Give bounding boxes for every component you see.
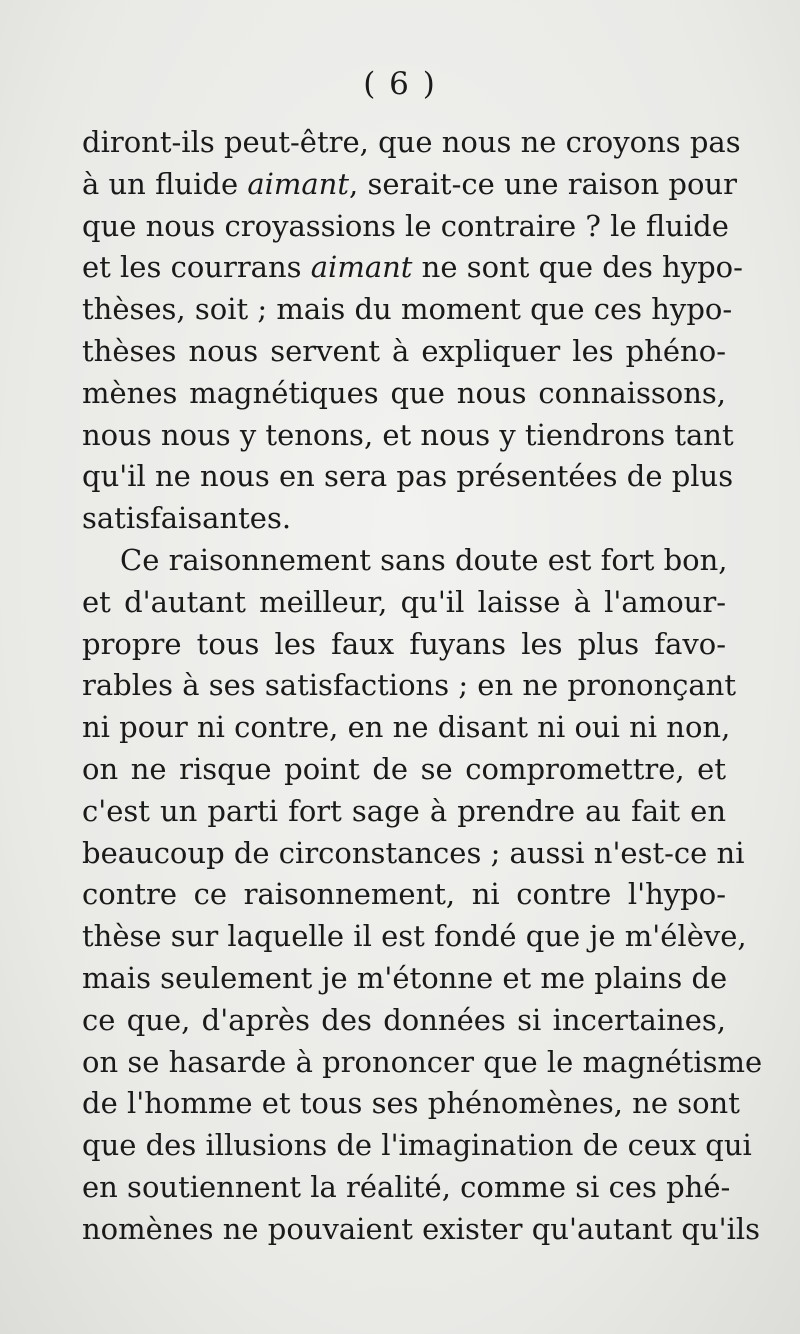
italic-word: aimant (247, 166, 350, 201)
text-line: qu'il ne nous en sera pas présentées de plus (82, 459, 734, 494)
text-line: Ce raisonnement sans doute est fort bon, (120, 542, 728, 577)
text-line: mènes magnétiques que nous connaissons, (82, 375, 726, 410)
text-line: beaucoup de circonstances ; aussi n'est-ce ni (82, 835, 745, 870)
text-line: et d'autant meilleur, qu'il laisse à l'amour- (82, 584, 726, 619)
text-segment: et les courrans (82, 250, 311, 285)
text-line: que des illusions de l'imagination de ceux qui (82, 1128, 752, 1163)
text-line: ce que, d'après des données si incertaines, (82, 1002, 726, 1037)
body-text (82, 122, 763, 1251)
text-line (82, 247, 743, 289)
text-line: nomènes ne pouvaient exister qu'autant qu'ils (82, 1211, 761, 1246)
italic-word: aimant (310, 250, 413, 285)
text-line: ni pour ni contre, en ne disant ni oui ni non, (82, 710, 731, 745)
text-line: satisfaisantes. (82, 501, 292, 536)
text-line: on se hasarde à prononcer que le magnétisme (82, 1044, 763, 1079)
text-line: thèse sur laquelle il est fondé que je m'élève, (82, 919, 747, 954)
text-line: on ne risque point de se compromettre, et (82, 751, 726, 786)
text-line: c'est un parti fort sage à prendre au fait en (82, 793, 726, 828)
text-line: de l'homme et tous ses phénomènes, ne sont (82, 1086, 740, 1121)
text-line: nous nous y tenons, et nous y tiendrons tant (82, 417, 734, 452)
text-line: en soutiennent la réalité, comme si ces phé- (82, 1169, 731, 1204)
text-line: mais seulement je m'étonne et me plains de (82, 960, 728, 995)
text-line: thèses, soit ; mais du moment que ces hypo- (82, 292, 733, 327)
text-segment: , serait-ce une raison pour (349, 166, 737, 201)
page-number: ( 6 ) (363, 66, 437, 102)
text-line: rables à ses satisfactions ; en ne prononçant (82, 668, 736, 703)
text-line: thèses nous servent à expliquer les phéno- (82, 333, 726, 368)
text-line: que nous croyassions le contraire ? le fluide (82, 208, 729, 243)
text-segment: à un fluide (82, 166, 248, 201)
text-line: propre tous les faux fuyans les plus favo- (82, 626, 726, 661)
text-line: contre ce raisonnement, ni contre l'hypo- (82, 877, 726, 912)
text-line: diront-ils peut-être, que nous ne croyons pas (82, 125, 741, 159)
text-segment: ne sont que des hypo- (412, 250, 743, 285)
text-line (82, 164, 737, 206)
